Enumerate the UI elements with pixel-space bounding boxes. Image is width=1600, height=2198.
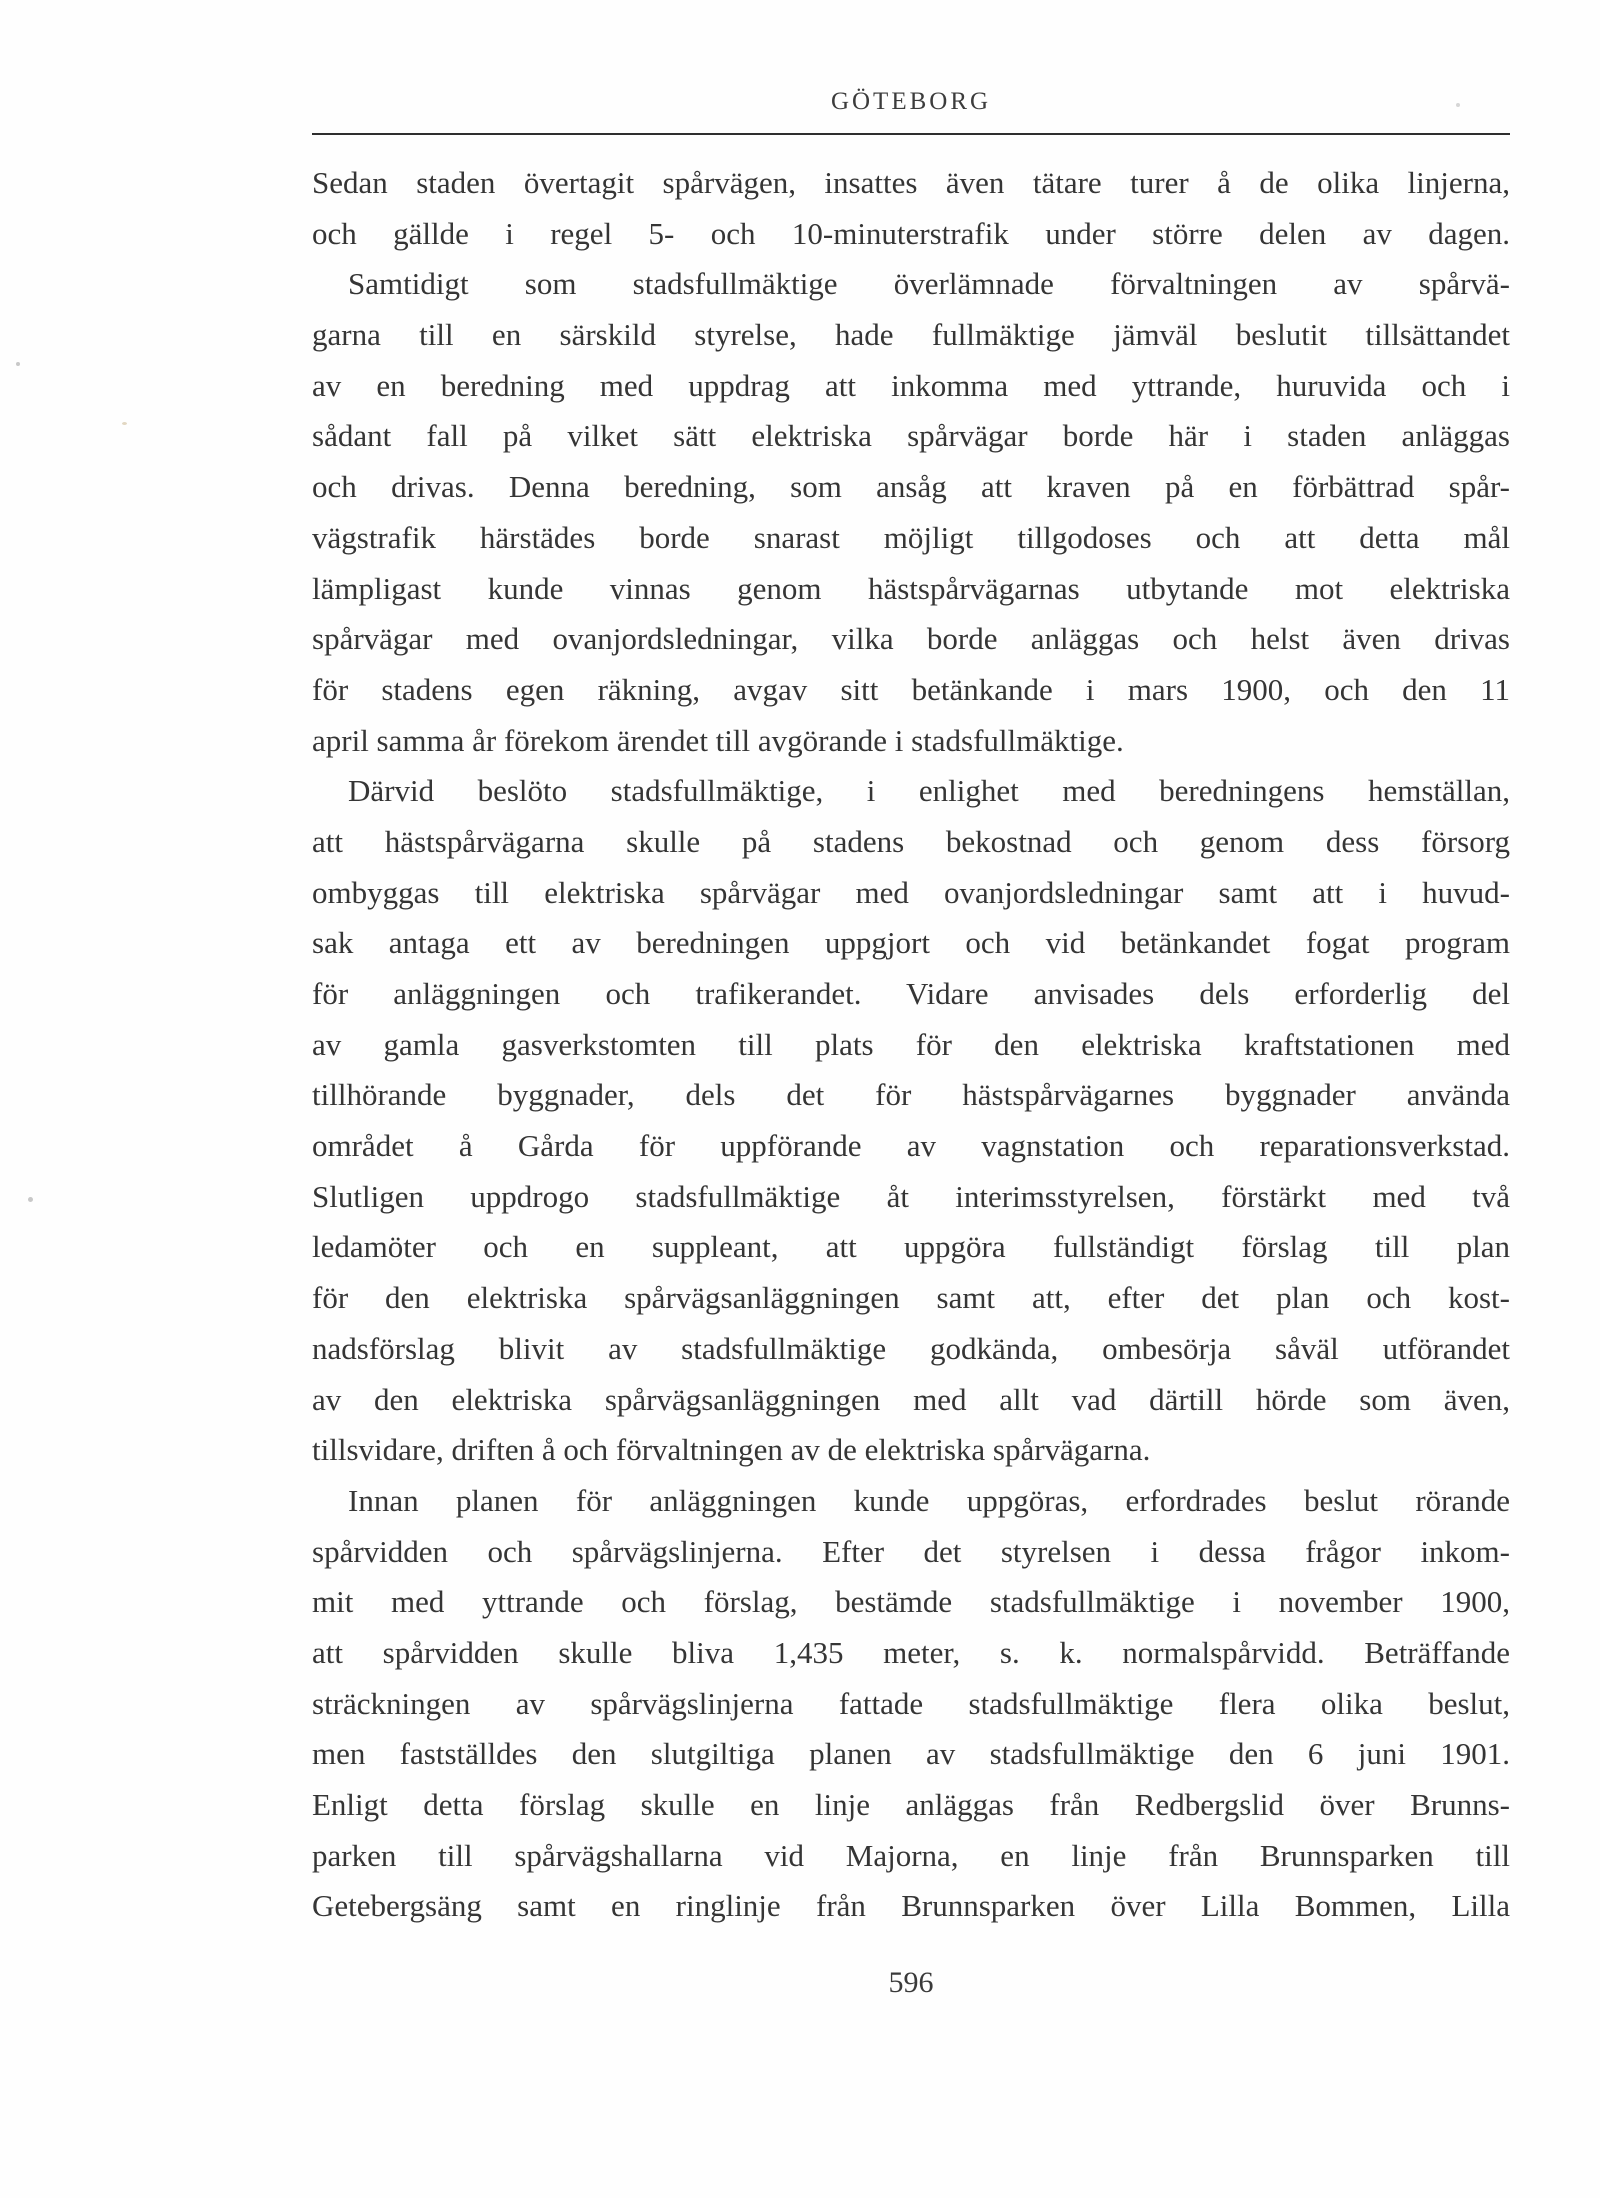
text-line: att hästspårvägarna skulle på stadens bekostnad och genom dess försorg [312,823,1510,859]
text-line: för stadens egen räkning, avgav sitt betänkande i mars 1900, och den 11 [312,671,1510,707]
text-line: Getebergsäng samt en ringlinje från Brunnsparken över Lilla Bommen, Lilla [312,1888,1510,1924]
text-line: för anläggningen och trafikerandet. Vidare anvisades dels erforderlig del [312,976,1510,1011]
header-rule [312,133,1510,135]
text-line: av gamla gasverkstomten till plats för den elektriska kraftstationen med [312,1026,1510,1062]
text-line: sträckningen av spårvägslinjerna fattade stadsfullmäktige flera olika beslut, [312,1685,1510,1721]
text-line: garna till en särskild styrelse, hade fullmäktige jämväl beslutit tillsättandet [312,317,1510,353]
text-line: Enligt detta förslag skulle en linje anläggas från Redbergslid över Brunns- [312,1787,1510,1822]
paper-speck [1456,103,1460,107]
text-line: ombyggas till elektriska spårvägar med ovanjordsledningar samt att i huvud- [312,874,1510,910]
text-line: att spårvidden skulle bliva 1,435 meter, s. k. normalspårvidd. Beträffande [312,1634,1510,1670]
text-line: spårvägar med ovanjordsledningar, vilka borde anläggas och helst även drivas [312,621,1510,657]
text-line: av den elektriska spårvägsanläggningen med allt vad därtill hörde som även, [312,1381,1510,1417]
text-line: sådant fall på vilket sätt elektriska spårvägar borde här i staden anläggas [312,418,1510,454]
text-line: april samma år förekom ärendet till avgörande i stadsfullmäktige. [312,722,1124,758]
text-line: parken till spårvägshallarna vid Majorna, en linje från Brunnsparken till [312,1837,1510,1873]
text-line: Samtidigt som stadsfullmäktige överlämnade förvaltningen av spårvä- [348,266,1510,302]
text-line: sak antaga ett av beredningen uppgjort och vid betänkandet fogat program [312,925,1510,961]
paper-speck [28,1197,33,1202]
running-head: GÖTEBORG [830,88,992,115]
text-line: nadsförslag blivit av stadsfullmäktige godkända, ombesörja såväl utförandet [312,1330,1510,1366]
text-line: och drivas. Denna beredning, som ansåg att kraven på en förbättrad spår- [312,469,1510,505]
paper-speck [16,362,20,366]
text-line: Sedan staden övertagit spårvägen, insattes även tätare turer å de olika linjerna, [312,165,1510,200]
text-line: Därvid beslöto stadsfullmäktige, i enlighet med beredningens hemställan, [348,773,1510,809]
text-line: tillhörande byggnader, dels det för hästspårvägarnes byggnader använda [312,1077,1510,1113]
text-line: för den elektriska spårvägsanläggningen samt att, efter det plan och kost- [312,1280,1510,1316]
text-line: mit med yttrande och förslag, bestämde stadsfullmäktige i november 1900, [312,1584,1510,1620]
text-line: tillsvidare, driften å och förvaltningen av de elektriska spårvägarna. [312,1432,1151,1468]
text-line: men fastställdes den slutgiltiga planen av stadsfullmäktige den 6 juni 1901. [312,1736,1510,1772]
paper-speck [122,422,127,425]
page-number: 596 [888,1966,934,1999]
text-line: lämpligast kunde vinnas genom hästspårvägarnas utbytande mot elektriska [312,570,1510,606]
text-line: området å Gårda för uppförande av vagnstation och reparationsverkstad. [312,1128,1510,1164]
text-line: Innan planen för anläggningen kunde uppgöras, erfordrades beslut rörande [348,1482,1510,1518]
text-line: Slutligen uppdrogo stadsfullmäktige åt interimsstyrelsen, förstärkt med två [312,1178,1510,1214]
text-line: och gällde i regel 5- och 10-minuterstrafik under större delen av dagen. [312,215,1510,251]
body-text [312,158,1510,1932]
text-line: vägstrafik härstädes borde snarast möjligt tillgodoses och att detta mål [312,519,1510,555]
text-line: spårvidden och spårvägslinjerna. Efter det styrelsen i dessa frågor inkom- [312,1533,1510,1569]
text-line: ledamöter och en suppleant, att uppgöra fullständigt förslag till plan [312,1229,1510,1265]
text-line: av en beredning med uppdrag att inkomma med yttrande, huruvida och i [312,367,1510,403]
